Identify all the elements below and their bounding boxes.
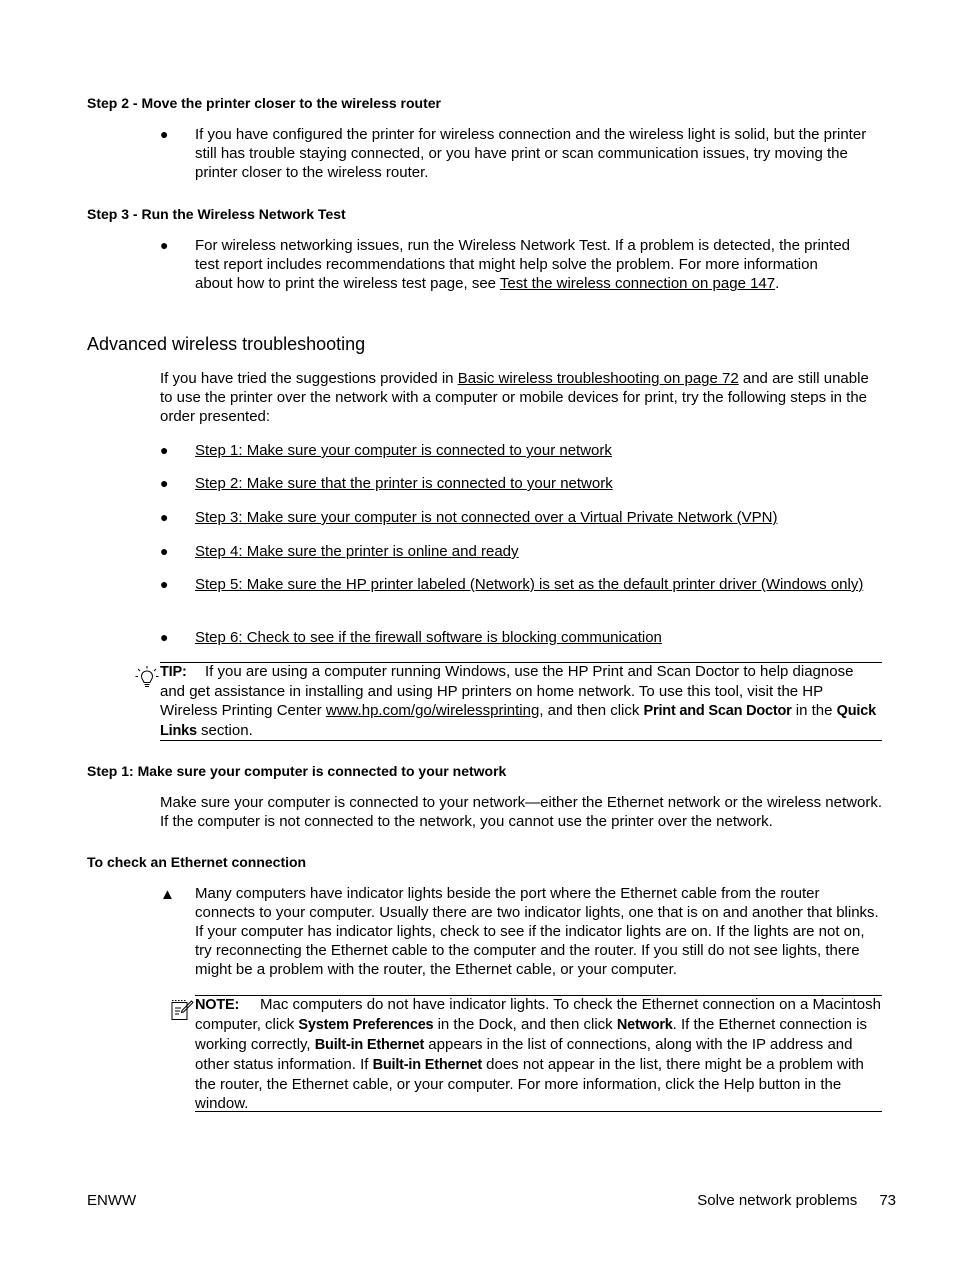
tip-text: TIP: If you are using a computer running Windows, use the HP Print and Scan Doctor to help diagnose and get assistance in installing and using HP printers on home network. To use this tool, visit the HP Wireless Printing Center www.hp.com/go/wirelessprinting, and then click Print and Scan Doctor in the Quick Links section.: [160, 663, 876, 739]
step2-heading: Step 2 - Move the printer closer to the wireless router: [87, 95, 441, 111]
step3-link[interactable]: Step 3: Make sure your computer is not connected over a Virtual Private Network (VPN): [195, 509, 778, 526]
step6-link[interactable]: Step 6: Check to see if the firewall software is blocking communication: [195, 629, 662, 646]
ethernet-text: Many computers have indicator lights beside the port where the Ethernet cable from the router connects to your computer. Usually there are two indicator lights, one that is on and another that blinks. If your computer has indicator lights, check to see if the indicator lights are on. If the lights are not on, try reconnecting the Ethernet cable to the computer and the router. If you still do not see lights, there might be a problem with the router, the Ethernet cable, or your computer.: [195, 885, 879, 978]
ethernet-heading: To check an Ethernet connection: [87, 854, 307, 870]
note-bottom-rule: [195, 1111, 882, 1112]
footer-left: ENWW: [87, 1192, 137, 1209]
note-pencil-icon: [170, 998, 194, 1022]
tip-bottom-rule: [160, 740, 882, 741]
wireless-printing-link[interactable]: www.hp.com/go/wirelessprinting: [325, 702, 540, 719]
bullet: ●: [160, 237, 169, 253]
bullet: ●: [160, 543, 169, 559]
footer-section: Solve network problems: [697, 1192, 858, 1209]
advanced-intro: If you have tried the suggestions provided in Basic wireless troubleshooting on page 72 and are still unable to use the printer over the network with a computer or mobile devices for print, try the following steps in the order presented:: [160, 370, 869, 425]
page-number: 73: [879, 1192, 896, 1209]
note-label: NOTE:: [195, 997, 240, 1013]
footer-right: [697, 1191, 896, 1210]
step2-link[interactable]: Step 2: Make sure that the printer is connected to your network: [195, 475, 613, 492]
tip-label: TIP:: [160, 664, 187, 680]
caution-marker: ▲: [160, 886, 175, 903]
test-wireless-link[interactable]: Test the wireless connection on page 147: [499, 275, 776, 292]
step1-text: Make sure your computer is connected to your network—either the Ethernet network or the wireless network. If the computer is not connected to the network, you cannot use the printer over the network.: [160, 794, 882, 830]
step5-link[interactable]: Step 5: Make sure the HP printer labeled (Network) is set as the default printer driver (Windows only): [195, 576, 864, 593]
step3-text: For wireless networking issues, run the Wireless Network Test. If a problem is detected, the printed test report includes recommendations that might help solve the problem. For more information about how to print the wireless test page, see Test the wireless connection on page 147.: [195, 237, 850, 292]
lightbulb-icon: [135, 665, 159, 691]
bullet: ●: [160, 629, 169, 645]
step3-heading: Step 3 - Run the Wireless Network Test: [87, 206, 346, 222]
advanced-heading: Advanced wireless troubleshooting: [87, 334, 366, 354]
step1-heading: Step 1: Make sure your computer is connected to your network: [87, 763, 507, 779]
bullet: ●: [160, 126, 169, 142]
step4-link[interactable]: Step 4: Make sure the printer is online and ready: [195, 543, 519, 560]
basic-troubleshooting-link[interactable]: Basic wireless troubleshooting on page 72: [457, 370, 739, 387]
bullet: ●: [160, 475, 169, 491]
bullet: ●: [160, 509, 169, 525]
step2-text: If you have configured the printer for wireless connection and the wireless light is solid, but the printer still has trouble staying connected, or you have print or scan communication issues, try moving the printer closer to the wireless router.: [195, 126, 867, 181]
bullet: ●: [160, 576, 169, 592]
note-text: NOTE: Mac computers do not have indicator lights. To check the Ethernet connection on a Macintosh computer, click System Preferences in the Dock, and then click Network. If the Ethernet connection is working correctly, Built-in Ethernet appears in the list of connections, along with the IP address and other status information. If Built-in Ethernet does not appear in the list, there might be a problem with the router, the Ethernet cable, or your computer. For more information, click the Help button in the window.: [195, 996, 881, 1112]
bullet: ●: [160, 442, 169, 458]
step1-link[interactable]: Step 1: Make sure your computer is connected to your network: [195, 442, 612, 459]
